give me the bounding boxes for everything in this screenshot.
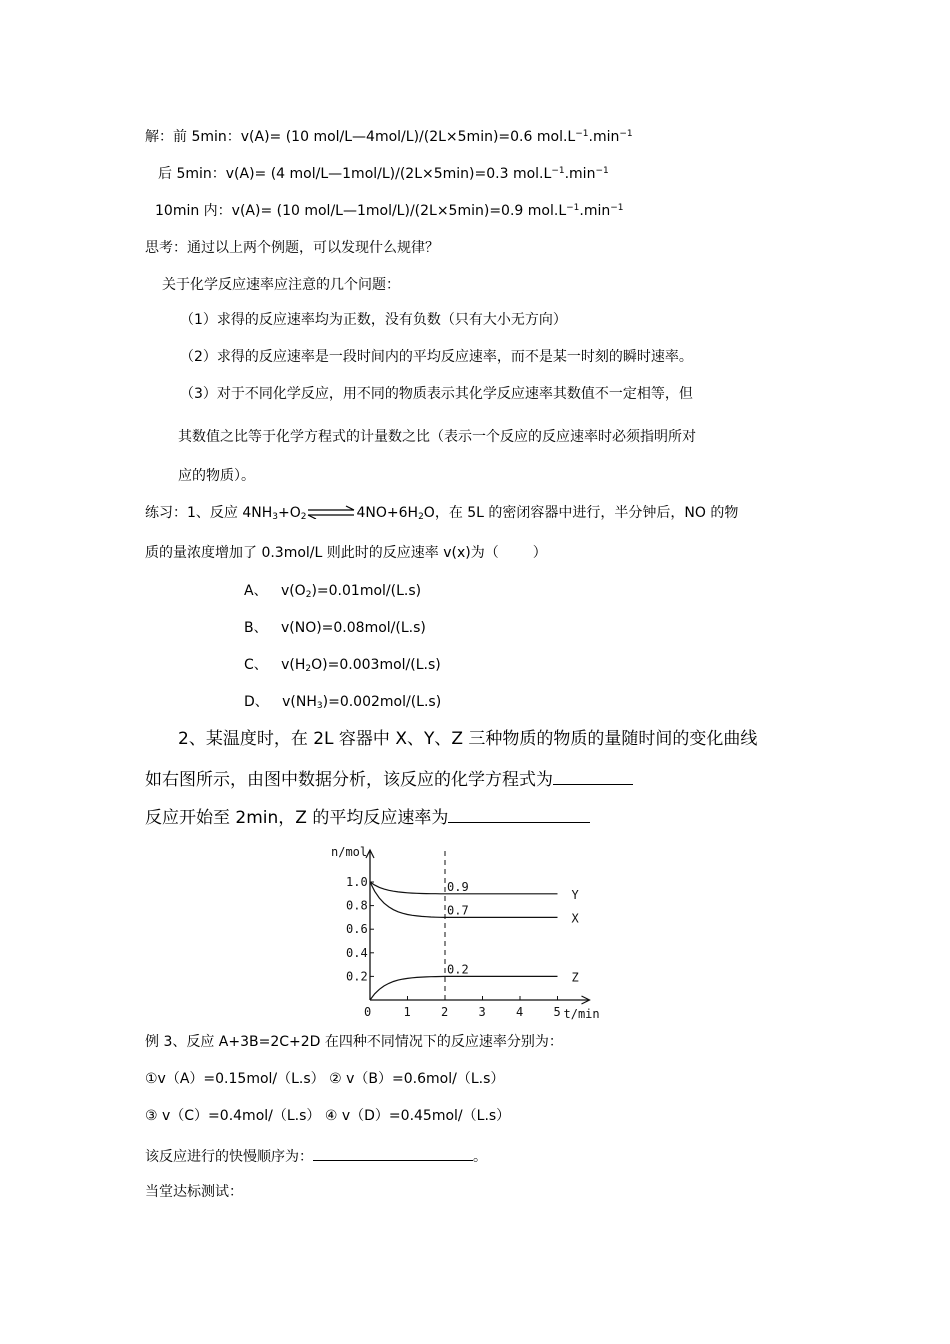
example-3-line-2: ①v（A）=0.15mol/（L.s） ② v（B）=0.6mol/（L.s） bbox=[145, 1071, 505, 1087]
y-tick-label: 1.0 bbox=[346, 875, 368, 889]
order-question: 该反应进行的快慢顺序为： bbox=[145, 1149, 313, 1165]
option-label: C、 bbox=[244, 657, 268, 673]
unit-min: .min bbox=[588, 129, 620, 145]
option-label: B、 bbox=[244, 620, 268, 636]
example-3-line-1: 例 3、反应 A+3B=2C+2D 在四种不同情况下的反应速率分别为： bbox=[145, 1034, 563, 1050]
solution-line-1-text: 解：前 5min：v(A)= (10 mol/L—4mol/L)/(2L×5min)=0.6 mol.L bbox=[145, 129, 576, 145]
amount-vs-time-chart bbox=[325, 842, 625, 1022]
exponent: −1 bbox=[610, 203, 624, 213]
exercise-2-line-2 bbox=[145, 768, 633, 792]
notes-item-3a: （3）对于不同化学反应，用不同的物质表示其化学反应速率其数值不一定相等，但 bbox=[180, 386, 693, 402]
equilibrium-arrow-icon bbox=[306, 505, 356, 519]
answer-blank bbox=[448, 806, 590, 823]
notes-item-3c: 应的物质）。 bbox=[178, 468, 255, 484]
notes-item-1: （1）求得的反应速率均为正数，没有负数（只有大小无方向） bbox=[180, 312, 567, 328]
exercise-2-question: 如右图所示，由图中数据分析，该反应的化学方程式为 bbox=[145, 770, 553, 790]
x-tick-label: 5 bbox=[553, 1005, 561, 1019]
close-paren: ） bbox=[532, 545, 547, 561]
exercise-2-line-3 bbox=[145, 806, 590, 830]
solution-line-2-text: 后 5min：v(A)= (4 mol/L—1mol/L)/(2L×5min)=0.3 mol.L bbox=[158, 166, 552, 182]
subscript: 2 bbox=[300, 512, 307, 522]
y-tick-label: 0.8 bbox=[346, 898, 368, 913]
subscript: 2 bbox=[305, 590, 312, 600]
reaction-rest: O，在 5L 的密闭容器中进行，半分钟后，NO 的物 bbox=[423, 505, 739, 521]
series-z-name-label: Z bbox=[571, 970, 579, 985]
exercise-2-rate-question: 反应开始至 2min，Z 的平均反应速率为 bbox=[145, 808, 449, 828]
option-text: )=0.01mol/(L.s) bbox=[311, 583, 422, 599]
period: 。 bbox=[473, 1149, 487, 1165]
option-text: )=0.002mol/(L.s) bbox=[322, 694, 442, 710]
option-text: v(O bbox=[280, 583, 306, 599]
example-3-order bbox=[145, 1144, 487, 1167]
exercise-1-line-1 bbox=[145, 503, 738, 523]
x-tick-label: 3 bbox=[478, 1005, 486, 1019]
series-y-name-label: Y bbox=[571, 887, 579, 902]
option-c bbox=[244, 655, 441, 675]
notes-heading: 关于化学反应速率应注意的几个问题： bbox=[162, 277, 400, 293]
answer-blank bbox=[553, 768, 633, 785]
option-a bbox=[244, 581, 421, 601]
subscript: 3 bbox=[272, 512, 278, 522]
solution-line-3 bbox=[155, 201, 624, 221]
series-x-name-label: X bbox=[571, 911, 579, 926]
exponent: −1 bbox=[619, 129, 633, 139]
x-axis-label: t/min bbox=[563, 1007, 600, 1021]
option-b bbox=[244, 618, 426, 638]
unit-min: .min bbox=[579, 203, 611, 219]
example-3-line-3: ③ v（C）=0.4mol/（L.s） ④ v（D）=0.45mol/（L.s） bbox=[145, 1108, 511, 1124]
option-text: O)=0.003mol/(L.s) bbox=[311, 657, 441, 673]
series-y-value-label: 0.9 bbox=[447, 879, 469, 894]
option-text: v(H bbox=[281, 657, 306, 673]
solution-line-3-text: 10min 内：v(A)= (10 mol/L—1mol/L)/(2L×5min)=0.9 mol.L bbox=[155, 203, 567, 219]
option-label: A、 bbox=[244, 583, 268, 599]
x-tick-label: 1 bbox=[403, 1005, 411, 1019]
answer-blank bbox=[313, 1144, 473, 1161]
exercise-1-question: 质的量浓度增加了 0.3mol/L 则此时的反应速率 v(x)为（ bbox=[145, 545, 499, 561]
option-label: D、 bbox=[244, 694, 269, 710]
unit-min: .min bbox=[564, 166, 596, 182]
x-tick-label: 0 bbox=[364, 1005, 372, 1019]
exercise-2-line-1: 2、某温度时，在 2L 容器中 X、Y、Z 三种物质的物质的量随时间的变化曲线 bbox=[178, 729, 758, 749]
exercise-1-line-2 bbox=[145, 543, 547, 563]
series-x-value-label: 0.7 bbox=[447, 903, 469, 918]
exponent: −1 bbox=[575, 129, 589, 139]
series-z-value-label: 0.2 bbox=[447, 962, 469, 977]
option-text: v(NO)=0.08mol/(L.s) bbox=[280, 620, 426, 636]
subscript: 2 bbox=[418, 512, 424, 522]
notes-item-3b: 其数值之比等于化学方程式的计量数之比（表示一个反应的反应速率时必须指明所对 bbox=[178, 429, 696, 445]
x-tick-label: 2 bbox=[441, 1005, 449, 1019]
y-tick-label: 0.6 bbox=[346, 922, 368, 937]
subscript: 3 bbox=[316, 701, 323, 711]
think-question: 思考：通过以上两个例题，可以发现什么规律？ bbox=[145, 240, 439, 256]
option-d bbox=[244, 692, 441, 712]
solution-line-2 bbox=[158, 164, 609, 184]
y-tick-label: 0.2 bbox=[346, 969, 368, 984]
y-axis-label: n/mol bbox=[331, 845, 368, 859]
reaction-prefix: 练习：1、反应 4NH bbox=[145, 505, 273, 521]
reaction-products: 4NO+6H bbox=[356, 505, 419, 521]
x-tick-label: 4 bbox=[516, 1005, 524, 1019]
notes-item-2: （2）求得的反应速率是一段时间内的平均反应速率，而不是某一时刻的瞬时速率。 bbox=[180, 349, 693, 365]
test-heading: 当堂达标测试： bbox=[145, 1184, 243, 1200]
solution-line-1 bbox=[145, 127, 633, 147]
y-tick-label: 0.4 bbox=[346, 945, 368, 960]
series-z-line bbox=[370, 976, 558, 1000]
exponent: −1 bbox=[566, 203, 580, 213]
exponent: −1 bbox=[595, 166, 609, 176]
subscript: 2 bbox=[305, 664, 312, 674]
exponent: −1 bbox=[551, 166, 565, 176]
option-text: v(NH bbox=[282, 694, 317, 710]
reactant-o2: +O bbox=[278, 505, 301, 521]
